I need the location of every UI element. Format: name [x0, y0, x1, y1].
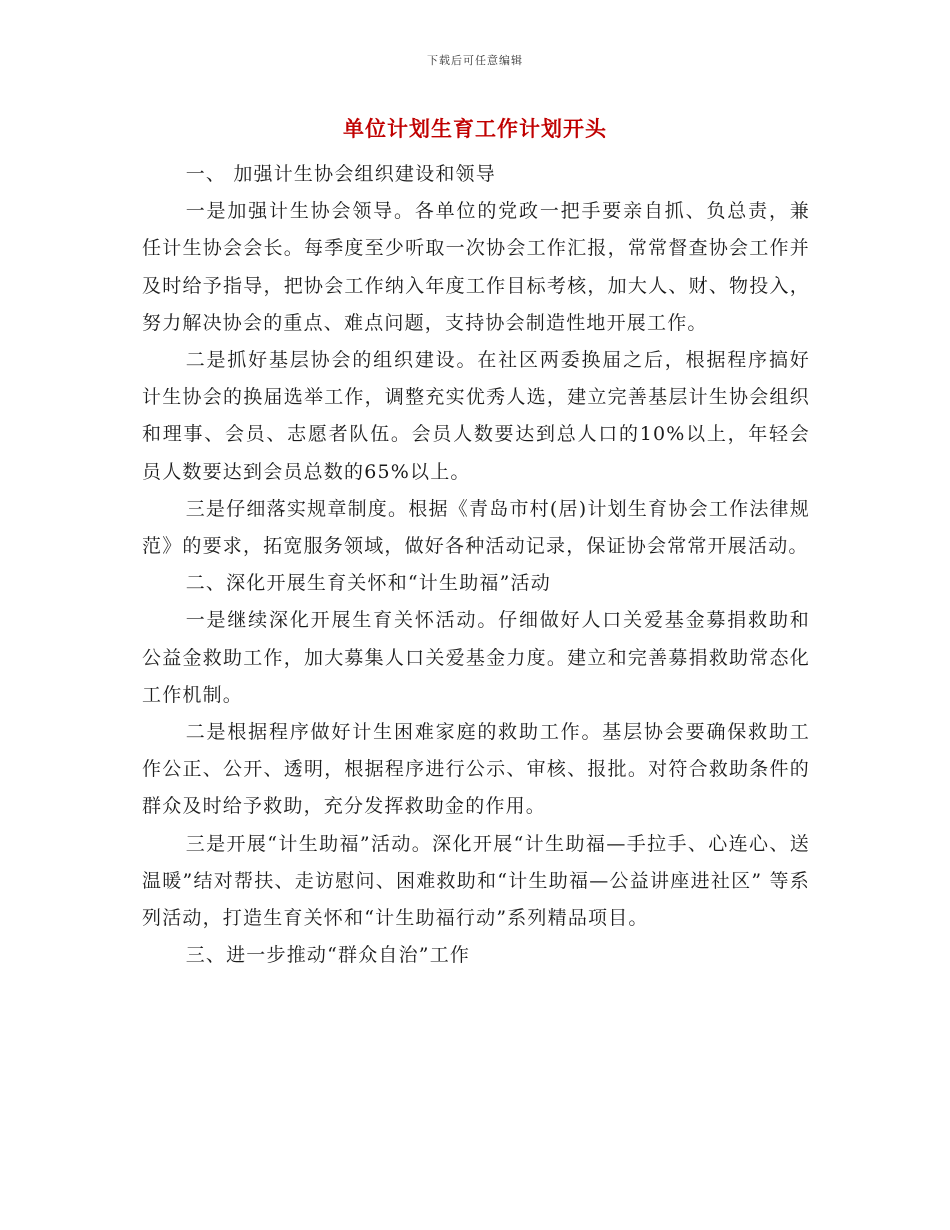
paragraph: 一是加强计生协会领导。各单位的党政一把手要亲自抓、负总责，兼任计生协会会长。每季度至少听取一次协会工作汇报，常常督查协会工作并及时给予指导，把协会工作纳入年度工作目标考核，加大人、财、物投入，努力解决协会的重点、难点问题，支持协会制造性地开展工作。 [142, 200, 810, 334]
paragraph: 二是抓好基层协会的组织建设。在社区两委换届之后，根据程序搞好计生协会的换届选举工作，调整充实优秀人选，建立完善基层计生协会组织和理事、会员、志愿者队伍。会员人数要达到总人口的10%以上，年轻会员人数要达到会员总数的65%以上。 [142, 349, 810, 483]
document-body [142, 156, 810, 974]
section-heading-2: 二、深化开展生育关怀和“计生助福”活动 [185, 572, 551, 595]
paragraph: 二是根据程序做好计生困难家庭的救助工作。基层协会要确保救助工作公正、公开、透明，根据程序进行公示、审核、报批。对符合救助条件的群众及时给予救助，充分发挥救助金的作用。 [142, 721, 810, 818]
document-title: 单位计划生育工作计划开头 [343, 116, 607, 141]
header-note: 下载后可任意编辑 [427, 54, 523, 67]
section-heading-3: 三、进一步推动“群众自治”工作 [185, 944, 471, 967]
paragraph: 三是开展“计生助福”活动。深化开展“计生助福—手拉手、心连心、送温暖”结对帮扶、走访慰问、困难救助和“计生助福—公益讲座进社区” 等系列活动，打造生育关怀和“计生助福行动”系列精品项目。 [142, 832, 810, 930]
paragraph: 三是仔细落实规章制度。根据《青岛市村(居)计划生育协会工作法律规范》的要求，拓宽服务领域，做好各种活动记录，保证协会常常开展活动。 [142, 497, 810, 558]
paragraph: 一是继续深化开展生育关怀活动。仔细做好人口关爱基金募捐救助和公益金救助工作，加大募集人口关爱基金力度。建立和完善募捐救助常态化工作机制。 [142, 609, 810, 706]
section-heading-1: 一、 加强计生协会组织建设和领导 [185, 163, 496, 185]
